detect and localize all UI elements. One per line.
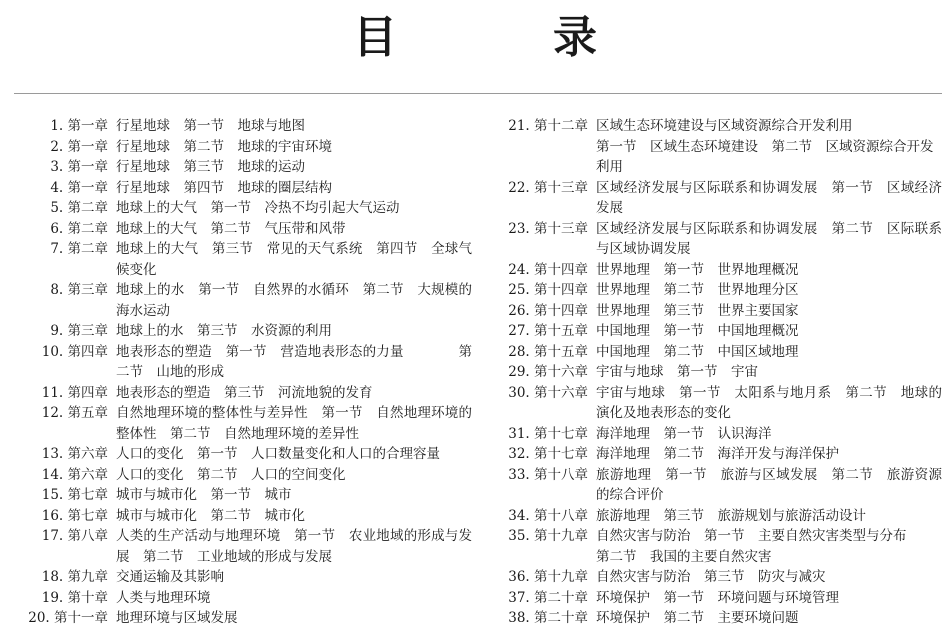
toc-entry [482,280,942,301]
toc-entry-text: 自然灾害与防治 第三节 防灾与减灾 [596,569,826,585]
toc-entry [482,116,942,137]
toc-entry-text: 海洋地理 第二节 海洋开发与海洋保护 [596,446,839,462]
toc-entry [20,526,472,567]
toc-entry-number: 22. 第十三章 [508,179,588,196]
toc-entry [482,424,942,445]
toc-right-column [482,116,942,629]
toc-entry [20,321,472,342]
toc-entry-number: 25. 第十四章 [508,282,588,298]
toc-entry-number: 31. 第十七章 [508,425,588,442]
toc-entry-number: 3. 第一章 [50,159,108,175]
toc-entry-text: 世界地理 第一节 世界地理概况 [596,261,799,278]
toc-entry-number: 17. 第八章 [41,528,108,544]
toc-entry [20,198,472,219]
toc-entry-text: 交通运输及其影响 [116,569,224,585]
toc-entry-text: 地表形态的塑造 第三节 河流地貌的发育 [116,384,373,401]
toc-entry-number: 10. 第四章 [41,343,108,360]
toc-entry-text: 环境保护 第一节 环境问题与环境管理 [596,589,839,606]
toc-entry [20,137,472,158]
toc-entry-number: 18. 第九章 [41,569,108,585]
toc-left-column [20,116,472,629]
toc-entry-number: 9. 第三章 [50,323,108,339]
toc-entry-text: 自然灾害与防治 第一节 主要自然灾害类型与分布 [596,528,907,544]
toc-entry [20,342,472,383]
toc-entry-number: 16. 第七章 [41,507,108,524]
toc-entry-number: 38. 第二十章 [508,610,588,626]
toc-entry-text: 地球上的大气 第一节 冷热不均引起大气运动 [116,200,400,216]
toc-entry-number: 33. 第十八章 [508,466,588,483]
toc-entry-text: 人口的变化 第二节 人口的空间变化 [116,466,346,483]
toc-entry [482,219,942,260]
toc-entry-text: 世界地理 第三节 世界主要国家 [596,302,799,319]
toc-entry [20,506,472,527]
toc-entry-text: 旅游地理 第三节 旅游规划与旅游活动设计 [596,507,866,524]
toc-entry-subline: 第一节 区域生态环境建设 第二节 区域资源综合开发利用 [596,138,934,175]
toc-entry-text: 世界地理 第二节 世界地理分区 [596,282,799,298]
toc-entry-number: 23. 第十三章 [508,220,588,237]
toc-entry [482,342,942,363]
toc-entry-number: 20. 第十一章 [28,610,108,626]
toc-entry-text: 环境保护 第二节 主要环境问题 [596,610,799,626]
toc-entry-text: 中国地理 第二节 中国区域地理 [596,343,799,360]
toc-entry [482,506,942,527]
toc-entry [482,608,942,629]
toc-entry [482,526,942,547]
toc-entry-text: 地球上的大气 第三节 常见的天气系统 第四节 全球气候变化 [116,241,472,278]
toc-entry-text: 区域经济发展与区际联系和协调发展 第二节 区际联系与区域协调发展 [596,220,942,257]
toc-entry-number: 21. 第十二章 [508,118,588,134]
toc-entry [20,239,472,280]
toc-entry-text: 城市与城市化 第二节 城市化 [116,507,305,524]
toc-entry [20,465,472,486]
toc-entry-text: 宇宙与地球 第一节 太阳系与地月系 第二节 地球的演化及地表形态的变化 [596,384,942,421]
toc-entry [482,321,942,342]
toc-entry-number: 15. 第七章 [41,487,108,503]
toc-entry [20,588,472,609]
toc-entry-text: 自然地理环境的整体性与差异性 第一节 自然地理环境的整体性 第二节 自然地理环境的差异性 [116,405,472,442]
toc-entry [482,465,942,506]
toc-entry-text: 行星地球 第一节 地球与地图 [116,118,305,134]
toc-entry-text: 地球上的大气 第二节 气压带和风带 [116,220,346,237]
toc-entry [482,301,942,322]
toc-entry [482,588,942,609]
toc-entry-text: 地理环境与区域发展 [116,610,238,626]
toc-entry [20,178,472,199]
toc-entry-number: 36. 第十九章 [508,569,588,585]
toc-entry [482,383,942,424]
toc-entry-subline: 第二节 我国的主要自然灾害 [596,548,772,565]
toc-entry-number: 8. 第三章 [50,282,108,298]
toc-entry-number: 37. 第二十章 [508,589,588,606]
toc-entry-number: 4. 第一章 [50,179,108,196]
toc-entry [20,485,472,506]
toc-entry-text: 地表形态的塑造 第一节 营造地表形态的力量 第二节 山地的形成 [116,343,472,380]
toc-entry-text: 人口的变化 第一节 人口数量变化和人口的合理容量 [116,446,440,462]
toc-entry [20,280,472,321]
toc-entry [20,219,472,240]
toc-entry-number: 27. 第十五章 [508,323,588,339]
toc-entry [20,116,472,137]
toc-entry-text: 城市与城市化 第一节 城市 [116,487,292,503]
toc-entry-number: 12. 第五章 [41,405,108,421]
toc-entry-number: 32. 第十七章 [508,446,588,462]
toc-entry-number: 11. 第四章 [41,384,108,401]
toc-entry-number: 5. 第二章 [50,200,108,216]
toc-entry [20,444,472,465]
toc-entry-number: 2. 第一章 [50,138,108,155]
toc-entry-text: 旅游地理 第一节 旅游与区域发展 第二节 旅游资源的综合评价 [596,466,942,503]
title-divider [14,93,942,94]
toc-entry-number: 24. 第十四章 [508,261,588,278]
toc-entry [20,403,472,444]
toc-entry [482,260,942,281]
toc-entry-text: 行星地球 第二节 地球的宇宙环境 [116,138,332,155]
toc-entry-number: 30. 第十六章 [508,384,588,401]
toc-entry-number: 1. 第一章 [50,118,108,134]
toc-entry-text: 中国地理 第一节 中国地理概况 [596,323,799,339]
toc-entry [20,157,472,178]
toc-entry-text: 地球上的水 第一节 自然界的水循环 第二节 大规模的海水运动 [116,282,472,319]
toc-entry [20,383,472,404]
toc-entry-text: 海洋地理 第一节 认识海洋 [596,425,772,442]
toc-entry-number: 19. 第十章 [41,589,108,606]
toc-entry-number: 13. 第六章 [41,446,108,462]
toc-entry [20,567,472,588]
page-title: 目 录 [353,12,653,63]
toc-entry [482,444,942,465]
toc-entry-number: 29. 第十六章 [508,364,588,380]
toc-entry-number: 14. 第六章 [41,466,108,483]
toc-entry [20,608,472,629]
toc-entry-number: 26. 第十四章 [508,302,588,319]
toc-entry-text: 地球上的水 第三节 水资源的利用 [116,323,332,339]
toc-entry-text: 区域经济发展与区际联系和协调发展 第一节 区域经济发展 [596,179,942,216]
toc-entry-text: 区域生态环境建设与区域资源综合开发利用 [596,118,853,134]
toc-entry-text: 宇宙与地球 第一节 宇宙 [596,364,758,380]
toc-entry-number: 35. 第十九章 [508,528,588,544]
toc-entry-number: 6. 第二章 [50,220,108,237]
toc-entry-text: 人类与地理环境 [116,589,211,606]
toc-entry-number: 28. 第十五章 [508,343,588,360]
toc-entry-text: 行星地球 第四节 地球的圈层结构 [116,179,332,196]
toc-entry [482,178,942,219]
toc-entry [482,362,942,383]
toc-entry-text: 行星地球 第三节 地球的运动 [116,159,305,175]
toc-entry-number: 7. 第二章 [50,241,108,257]
toc-entry [482,567,942,588]
toc-entry-number: 34. 第十八章 [508,507,588,524]
toc-entry-text: 人类的生产活动与地理环境 第一节 农业地域的形成与发展 第二节 工业地域的形成与发展 [116,528,472,565]
